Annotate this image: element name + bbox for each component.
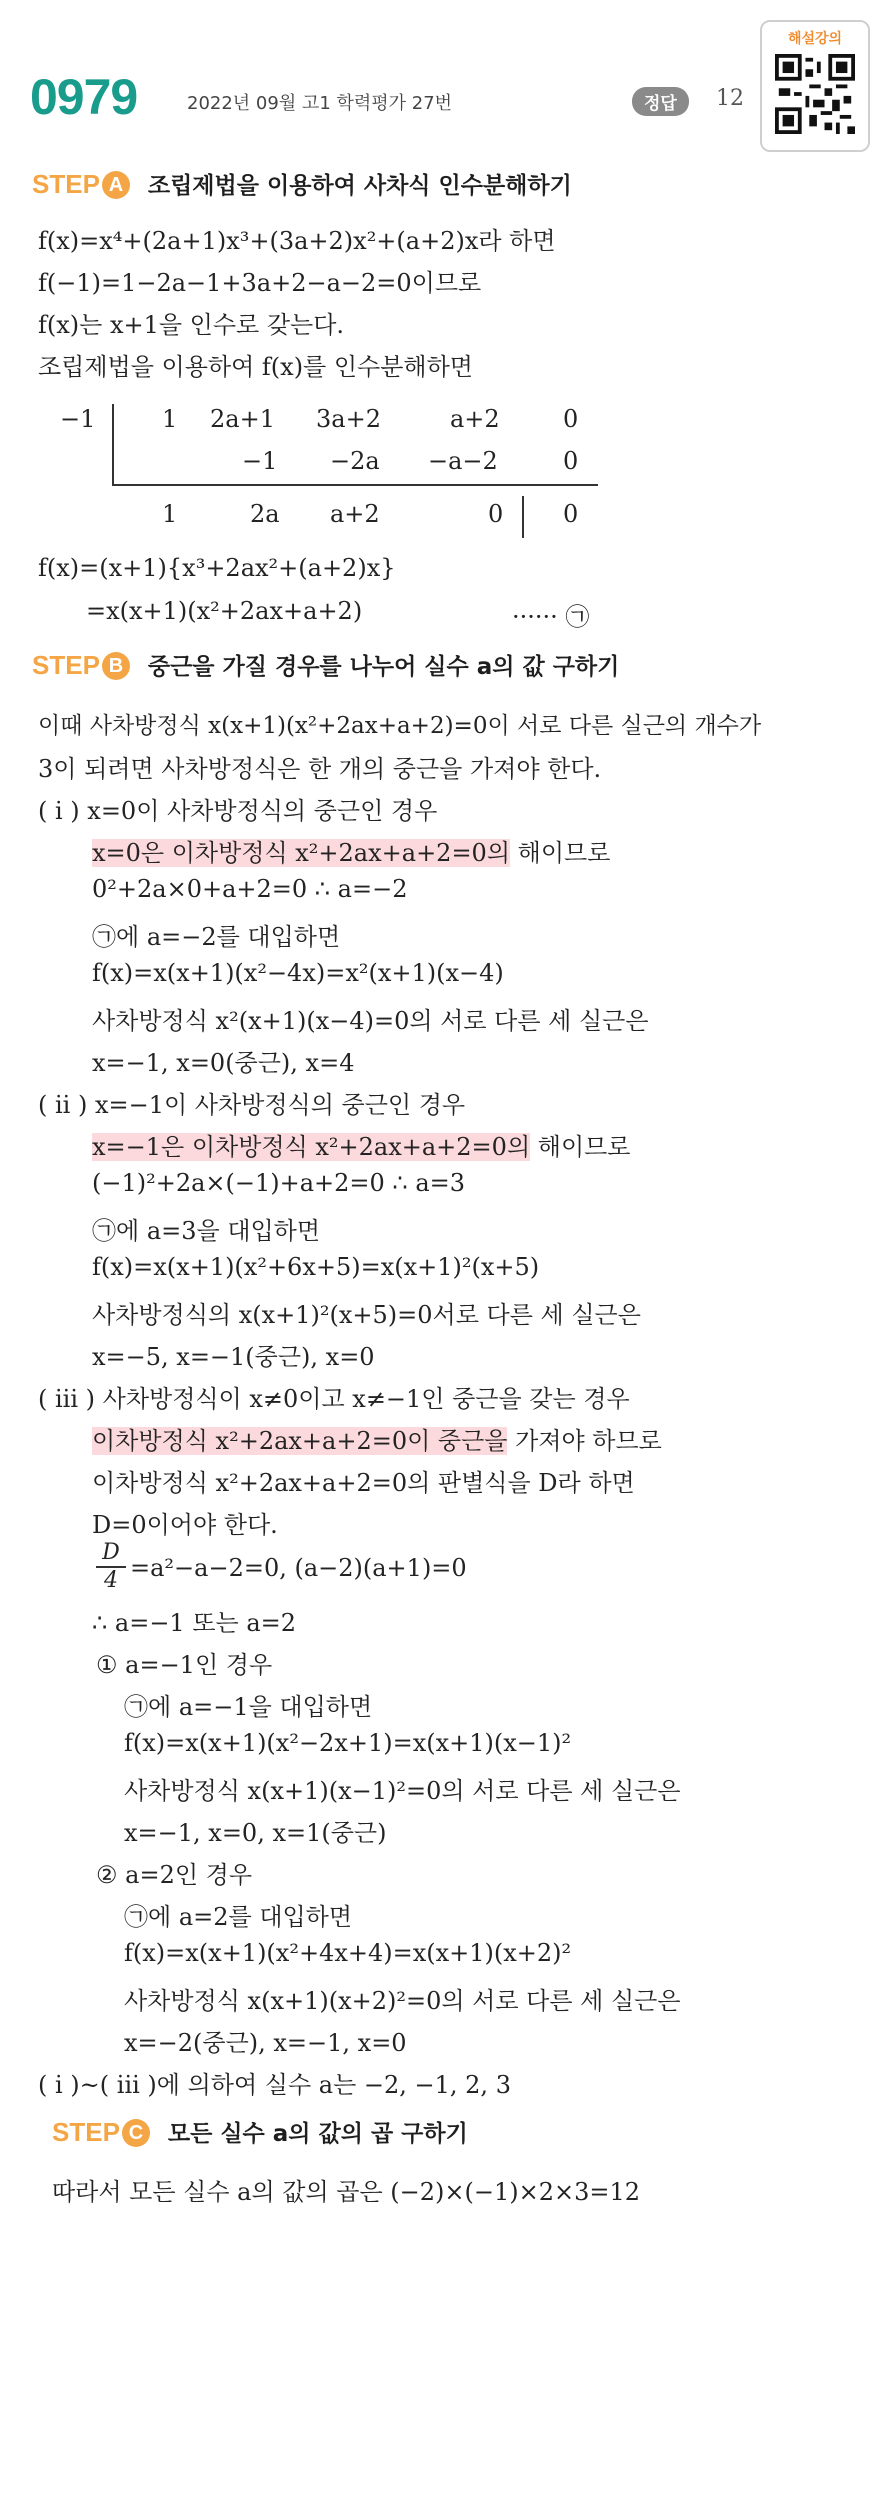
case3-line-4: =a²−a−2=0, (a−2)(a+1)=0 xyxy=(130,1554,467,1582)
division-vertical-rule xyxy=(112,404,114,486)
sub2-line-4: x=−2(중근), x=−1, x=0 xyxy=(124,2029,407,2057)
case3-line-5: ∴ a=−1 또는 a=2 xyxy=(92,1609,297,1637)
factor-line-2: =x(x+1)(x²+2ax+a+2) xyxy=(86,597,363,625)
division-row2-c2: −2a xyxy=(330,447,380,475)
case2-line-2: (−1)²+2a×(−1)+a+2=0 ∴ a=3 xyxy=(92,1169,466,1197)
case2-line-3: ㉠에 a=3을 대입하면 xyxy=(92,1217,321,1245)
problem-source: 2022년 09월 고1 학력평가 27번 xyxy=(187,93,453,114)
stepA-line-4: 조립제법을 이용하여 f(x)를 인수분해하면 xyxy=(38,353,473,381)
factor-label-giyeok: ······ ㉠ xyxy=(512,603,590,631)
case1-line-6: x=−1, x=0(중근), x=4 xyxy=(92,1049,355,1077)
answer-value: 12 xyxy=(716,86,744,111)
case1-highlight-rest: 해이므로 xyxy=(510,839,611,867)
step-c-title: 모든 실수 a의 값의 곱 구하기 xyxy=(167,2121,468,2147)
case1-line-2: 0²+2a×0+a+2=0 ∴ a=−2 xyxy=(92,875,408,903)
case2-line-4: f(x)=x(x+1)(x²+6x+5)=x(x+1)²(x+5) xyxy=(92,1253,540,1281)
case2-line-5: 사차방정식의 x(x+1)²(x+5)=0서로 다른 세 실근은 xyxy=(92,1301,641,1329)
division-row1-c3: a+2 xyxy=(450,405,500,433)
step-a-title: 조립제법을 이용하여 사차식 인수분해하기 xyxy=(147,173,572,199)
sub2-line-1: ㉠에 a=2를 대입하면 xyxy=(124,1903,353,1931)
division-row3-c0: 1 xyxy=(162,500,178,528)
stepA-line-1: f(x)=x⁴+(2a+1)x³+(3a+2)x²+(a+2)x라 하면 xyxy=(38,227,556,255)
problem-number: 0979 xyxy=(30,69,138,125)
case3-fraction xyxy=(96,1540,126,1594)
division-remainder-rule xyxy=(522,496,524,538)
step-b-letter: B xyxy=(102,652,130,680)
sub2-line-3: 사차방정식 x(x+1)(x+2)²=0의 서로 다른 세 실근은 xyxy=(124,1987,681,2015)
division-row1-c4: 0 xyxy=(563,405,579,433)
step-b-tag: STEP xyxy=(32,650,100,680)
step-c-heading xyxy=(52,2115,468,2148)
case1-line-3: ㉠에 a=−2를 대입하면 xyxy=(92,923,341,951)
case3-line-2: 이차방정식 x²+2ax+a+2=0의 판별식을 D라 하면 xyxy=(92,1469,635,1497)
division-row3-c3: 0 xyxy=(488,500,504,528)
division-row3-c2: a+2 xyxy=(330,500,380,528)
sub1-line-2: f(x)=x(x+1)(x²−2x+1)=x(x+1)(x−1)² xyxy=(124,1729,572,1757)
division-row3-c1: 2a xyxy=(250,500,280,528)
step-a-tag: STEP xyxy=(32,169,100,199)
division-row1-c0: 1 xyxy=(162,405,178,433)
case1-highlight: x=0은 이차방정식 x²+2ax+a+2=0의 xyxy=(92,839,511,867)
case3-line-3: D=0이어야 한다. xyxy=(92,1511,278,1539)
case2-title: ( ii ) x=−1이 사차방정식의 중근인 경우 xyxy=(38,1091,466,1119)
answer-badge: 정답 xyxy=(632,87,689,116)
stepC-final-line: 따라서 모든 실수 a의 값의 곱은 (−2)×(−1)×2×3=12 xyxy=(52,2178,641,2206)
stepA-line-2: f(−1)=1−2a−1+3a+2−a−2=0이므로 xyxy=(38,269,482,297)
case1-highlight-line xyxy=(92,833,610,868)
case1-line-5: 사차방정식 x²(x+1)(x−4)=0의 서로 다른 세 실근은 xyxy=(92,1007,649,1035)
qr-lecture-box[interactable] xyxy=(760,20,870,152)
case2-line-6: x=−5, x=−1(중근), x=0 xyxy=(92,1343,375,1371)
sub1-title: ① a=−1인 경우 xyxy=(96,1651,273,1679)
step-a-letter: A xyxy=(102,171,130,199)
case2-highlight-rest: 해이므로 xyxy=(530,1133,631,1161)
sub2-line-2: f(x)=x(x+1)(x²+4x+4)=x(x+1)(x+2)² xyxy=(124,1939,572,1967)
step-b-title: 중근을 가질 경우를 나누어 실수 a의 값 구하기 xyxy=(147,654,620,680)
step-a-heading xyxy=(32,167,572,200)
step-c-letter: C xyxy=(122,2119,150,2147)
division-row3-c4: 0 xyxy=(563,500,579,528)
qr-code-icon xyxy=(775,54,855,134)
factor-line-1: f(x)=(x+1){x³+2ax²+(a+2)x} xyxy=(38,554,396,582)
division-horizontal-rule xyxy=(112,484,598,486)
case2-highlight: x=−1은 이차방정식 x²+2ax+a+2=0의 xyxy=(92,1133,531,1161)
case1-title: ( i ) x=0이 사차방정식의 중근인 경우 xyxy=(38,797,438,825)
case1-line-4: f(x)=x(x+1)(x²−4x)=x²(x+1)(x−4) xyxy=(92,959,504,987)
sub1-line-4: x=−1, x=0, x=1(중근) xyxy=(124,1819,387,1847)
case3-highlight-line xyxy=(92,1421,662,1456)
division-row2-c1: −1 xyxy=(242,447,278,475)
case3-highlight: 이차방정식 x²+2ax+a+2=0이 중근을 xyxy=(92,1427,508,1455)
division-row1-c1: 2a+1 xyxy=(210,405,275,433)
stepB-intro-2: 3이 되려면 사차방정식은 한 개의 중근을 가져야 한다. xyxy=(38,755,602,783)
stepB-conclusion: ( i )~( iii )에 의하여 실수 a는 −2, −1, 2, 3 xyxy=(38,2071,511,2099)
division-divisor: −1 xyxy=(60,405,96,433)
sub1-line-1: ㉠에 a=−1을 대입하면 xyxy=(124,1693,373,1721)
division-row2-c4: 0 xyxy=(563,447,579,475)
step-b-heading xyxy=(32,648,619,681)
case3-title: ( iii ) 사차방정식이 x≠0이고 x≠−1인 중근을 갖는 경우 xyxy=(38,1385,630,1413)
division-row2-c3: −a−2 xyxy=(428,447,498,475)
division-row1-c2: 3a+2 xyxy=(316,405,381,433)
sub1-line-3: 사차방정식 x(x+1)(x−1)²=0의 서로 다른 세 실근은 xyxy=(124,1777,681,1805)
case3-fraction-numerator: D xyxy=(96,1540,126,1568)
case2-highlight-line xyxy=(92,1127,631,1162)
case3-fraction-denominator: 4 xyxy=(104,1568,118,1593)
stepB-intro-1: 이때 사차방정식 x(x+1)(x²+2ax+a+2)=0이 서로 다른 실근의 개수가 xyxy=(38,713,762,739)
stepA-line-3: f(x)는 x+1을 인수로 갖는다. xyxy=(38,311,345,339)
case3-highlight-rest: 가져야 하므로 xyxy=(507,1427,662,1455)
sub2-title: ② a=2인 경우 xyxy=(96,1861,253,1889)
step-c-tag: STEP xyxy=(52,2117,120,2147)
qr-label: 해설강의 xyxy=(787,31,843,47)
